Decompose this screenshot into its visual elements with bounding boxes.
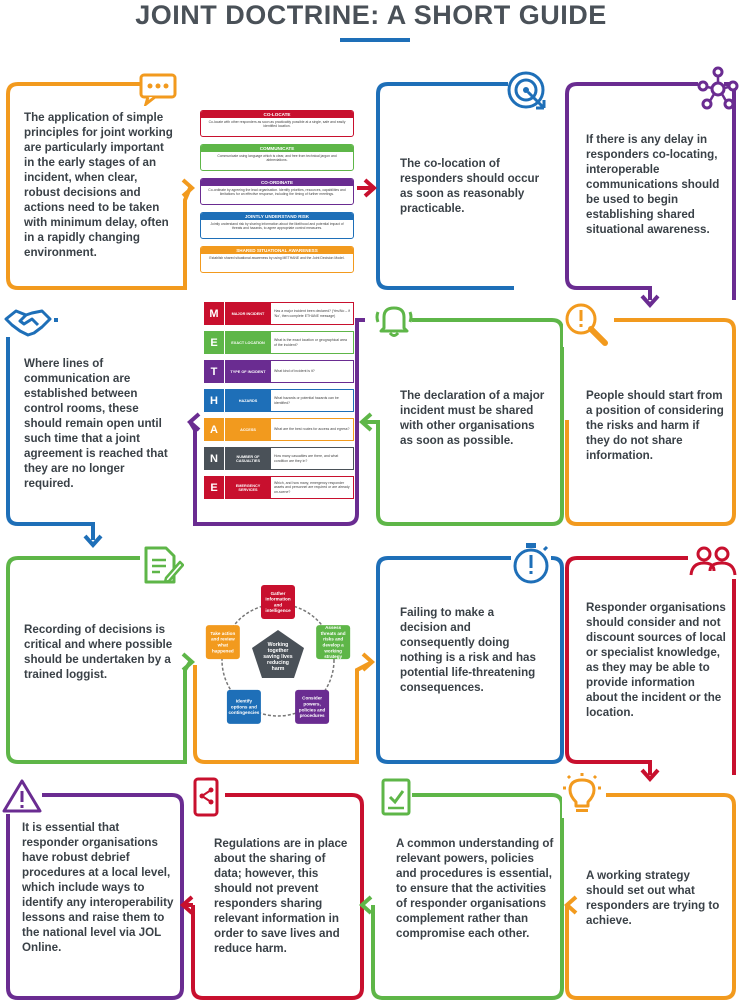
principle-desc: Communicate using language which is clear, and free from technical jargon and abbreviations. (217, 154, 337, 163)
panel-text-1: The application of simple principles for joint working are particularly important in the early stages of an incident, when clear, robust decisions and actions need to be taken with minimum delay, often in a rapidly changing environment. (24, 111, 173, 259)
people-icon (688, 545, 738, 579)
panel-text-3: If there is any delay in responders co-locating, interoperable communications should be used to begin establishing shared situational awareness. (586, 133, 720, 236)
panel-text-13: A working strategy should set out what responders are trying to achieve. (586, 869, 720, 927)
methane-desc: Which, and how many, emergency responder assets and personnel are required or are already on-scene? (271, 476, 354, 499)
methane-row (204, 302, 354, 325)
principle-title: SHARED SITUATIONAL AWARENESS (201, 247, 353, 254)
arrow-right (183, 180, 192, 196)
arrow-right (183, 654, 192, 670)
methane-letter: E (204, 331, 224, 354)
methane-letter: T (204, 360, 224, 383)
methane-letter: E (204, 476, 224, 499)
methane-desc: What hazards or potential hazards can be identified? (271, 389, 354, 412)
jdm-step-label: Take action and review what happened (210, 630, 236, 654)
methane-row (204, 447, 354, 470)
bell-icon (373, 300, 415, 340)
methane-label: EMERGENCY SERVICES (224, 476, 271, 499)
methane-desc: What kind of incident is it? (271, 360, 354, 383)
panel-text-10: It is essential that responder organisations have robust debrief procedures at a local level, which include ways to identify any interoperability lessons and raise them to the national level via JOL Online. (22, 821, 174, 954)
stopwatch-icon (511, 540, 551, 586)
methane-label: ACCESS (224, 418, 271, 441)
lightbulb-icon (562, 772, 606, 818)
notepad-icon (140, 544, 184, 586)
handshake-icon (2, 305, 54, 339)
methane-label: MAJOR INCIDENT (224, 302, 271, 325)
target-icon (506, 68, 550, 112)
principle-title: CO-LOCATE (201, 111, 353, 118)
principle-desc: Jointly understand risk by sharing information about the likelihood and potential impact of threats and hazards, to agree appropriate control measures. (210, 222, 344, 231)
methane-row (204, 360, 354, 383)
panel-text-4: Where lines of communication are established between control rooms, these should remain open until such time that a joint agreement is reached that they are no longer required. (24, 357, 168, 490)
principle-row (200, 144, 354, 171)
jdm-diagram (198, 568, 358, 744)
methane-label: NUMBER OF CASUALTIES (224, 447, 271, 470)
panel-text-9: Responder organisations should consider and not discount sources of local or specialist knowledge, as they may be able to provide information about the incident or the location. (586, 601, 726, 719)
methane-letter: H (204, 389, 224, 412)
principles-card (198, 110, 356, 278)
principle-title: CO-ORDINATE (201, 179, 353, 186)
page-title: JOINT DOCTRINE: A SHORT GUIDE (135, 0, 607, 30)
methane-desc: Has a major incident been declared? (Yes/No – if 'No', then complete ETHANE message) (271, 302, 354, 325)
jdm-step-label: Identify options and contingencies (228, 698, 260, 716)
arrow-right (363, 654, 372, 670)
panel-text-2: The co-location of responders should occur as soon as reasonably practicable. (400, 157, 540, 215)
methane-desc: What are the best routes for access and egress? (271, 418, 354, 441)
principle-row (200, 110, 354, 137)
methane-desc: What is the exact location or geographical area of the incident? (271, 331, 354, 354)
jdm-step-label: Assess threats and risks and develop a working strategy (320, 625, 346, 660)
panel-text-8: Failing to make a decision and consequently doing nothing is a risk and has potential life-threatening consequences. (400, 606, 536, 694)
methane-row (204, 476, 354, 499)
principle-row (200, 246, 354, 273)
panel-text-7: Recording of decisions is critical and where possible should be undertaken by a trained loggist. (24, 623, 173, 681)
panel-text-12: A common understanding of relevant powers, policies and procedures is essential, to ensure that the activities of responder organisations complement rather than compromise each other. (396, 837, 554, 940)
panel-text-11: Regulations are in place about the sharing of data; however, this should not prevent responders sharing relevant information in order to save lives and reduce harm. (214, 837, 348, 955)
network-icon (697, 66, 739, 110)
methane-card (204, 302, 354, 510)
principle-row (200, 178, 354, 205)
principle-desc: Co-locate with other responders as soon as practicably possible at a single, safe and easily identified location. (208, 120, 346, 129)
methane-letter: N (204, 447, 224, 470)
methane-row (204, 331, 354, 354)
magnifier-icon (563, 301, 609, 347)
phone-share-icon (190, 776, 224, 818)
methane-desc: How many casualties are there, and what condition are they in? (271, 447, 354, 470)
jdm-step-label: Consider powers, policies and procedures (298, 695, 326, 719)
principle-desc: Establish shared situational awareness by using METHANE and the Joint Decision Model. (209, 256, 345, 260)
principle-desc: Co-ordinate by agreeing the lead organisation. Identify priorities, resources, capabilities and limitations for an effective response, including the timing of further meetings. (208, 188, 346, 197)
methane-row (204, 389, 354, 412)
methane-label: EXACT LOCATION (224, 331, 271, 354)
jdm-center-text: Working together saving lives reducing harm (263, 642, 293, 672)
chat-bubble-icon (138, 72, 178, 106)
checklist-icon (380, 777, 412, 817)
principle-title: JOINTLY UNDERSTAND RISK (201, 213, 353, 220)
methane-row (204, 418, 354, 441)
methane-letter: A (204, 418, 224, 441)
methane-letter: M (204, 302, 224, 325)
methane-label: TYPE OF INCIDENT (224, 360, 271, 383)
principle-title: COMMUNICATE (201, 145, 353, 152)
warning-icon (2, 778, 42, 814)
panel-text-6: People should start from a position of considering the risks and harm if they do not share information. (586, 389, 724, 462)
methane-label: HAZARDS (224, 389, 271, 412)
jdm-step-label: Gather information and intelligence (265, 590, 291, 614)
panel-text-5: The declaration of a major incident must be shared with other organisations as soon as possible. (400, 389, 545, 447)
principle-row (200, 212, 354, 239)
